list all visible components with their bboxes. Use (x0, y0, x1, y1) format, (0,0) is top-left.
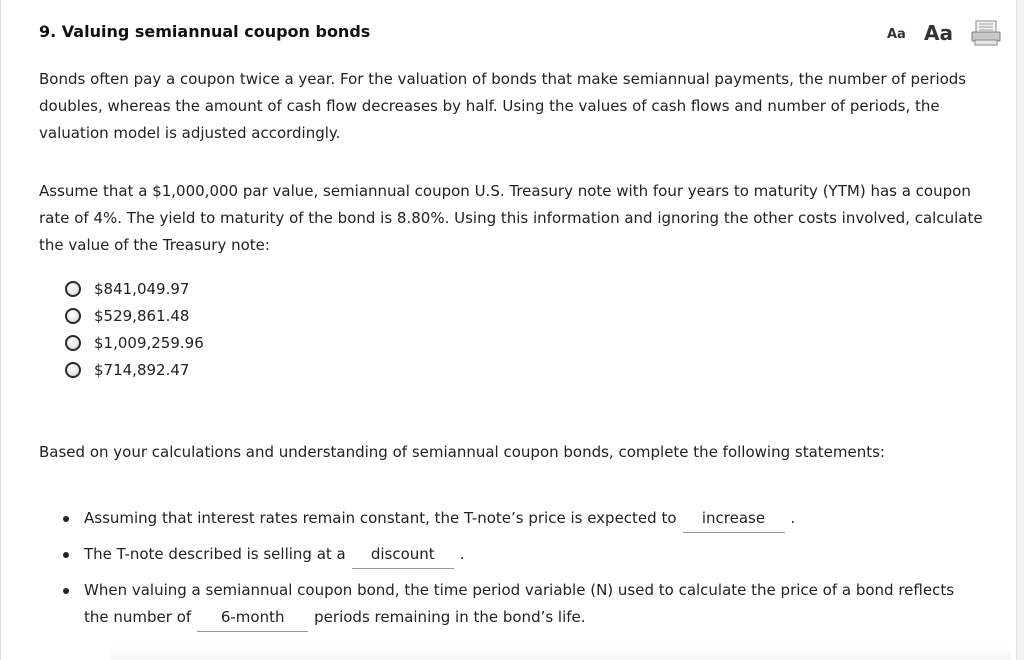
answer-option[interactable] (65, 275, 204, 302)
statement-item: Assuming that interest rates remain constant, the T-note’s price is expected to increase . (63, 505, 963, 533)
question-paragraph: Assume that a $1,000,000 par value, semiannual coupon U.S. Treasury note with four years to maturity (YTM) has a coupon rate of 4%. The yield to maturity of the bond is 8.80%. Using this information and ignoring the other costs involved, calculate the value of the Treasury note: (39, 182, 983, 254)
option-label: $1,009,259.96 (94, 333, 204, 352)
statements-list (63, 505, 963, 640)
option-label: $529,861.48 (94, 306, 190, 325)
radio-button[interactable] (65, 281, 81, 297)
intro-paragraph: Bonds often pay a coupon twice a year. For the valuation of bonds that make semiannual payments, the number of periods doubles, whereas the amount of cash flow decreases by half. Using the values of cash flows and number of periods, the valuation model is adjusted accordingly. (39, 70, 967, 142)
answer-option[interactable] (65, 329, 204, 356)
statements-prompt: Based on your calculations and understanding of semiannual coupon bonds, complete the following statements: (39, 443, 885, 461)
period-length-dropdown[interactable]: 6-month (197, 604, 308, 632)
premium-discount-dropdown[interactable]: discount (352, 541, 454, 569)
statement-item: When valuing a semiannual coupon bond, the time period variable (N) used to calculate the price of a bond reflects the number of 6-month periods remaining in the bond’s life. (63, 577, 963, 632)
question-title: 9. Valuing semiannual coupon bonds (39, 22, 371, 41)
radio-button[interactable] (65, 362, 81, 378)
answer-options (65, 275, 204, 383)
radio-button[interactable] (65, 308, 81, 324)
bottom-shadow (111, 645, 1011, 660)
statement-item: The T-note described is selling at a discount . (63, 541, 963, 569)
print-icon[interactable] (971, 20, 1001, 46)
option-label: $841,049.97 (94, 279, 190, 298)
answer-option[interactable] (65, 302, 204, 329)
option-label: $714,892.47 (94, 360, 190, 379)
decrease-text-size-button[interactable]: Aa (887, 27, 906, 42)
radio-button[interactable] (65, 335, 81, 351)
answer-option[interactable] (65, 356, 204, 383)
increase-text-size-button[interactable]: Aa (924, 21, 953, 45)
scrollbar[interactable] (1016, 0, 1024, 660)
price-trend-dropdown[interactable]: increase (683, 505, 785, 533)
